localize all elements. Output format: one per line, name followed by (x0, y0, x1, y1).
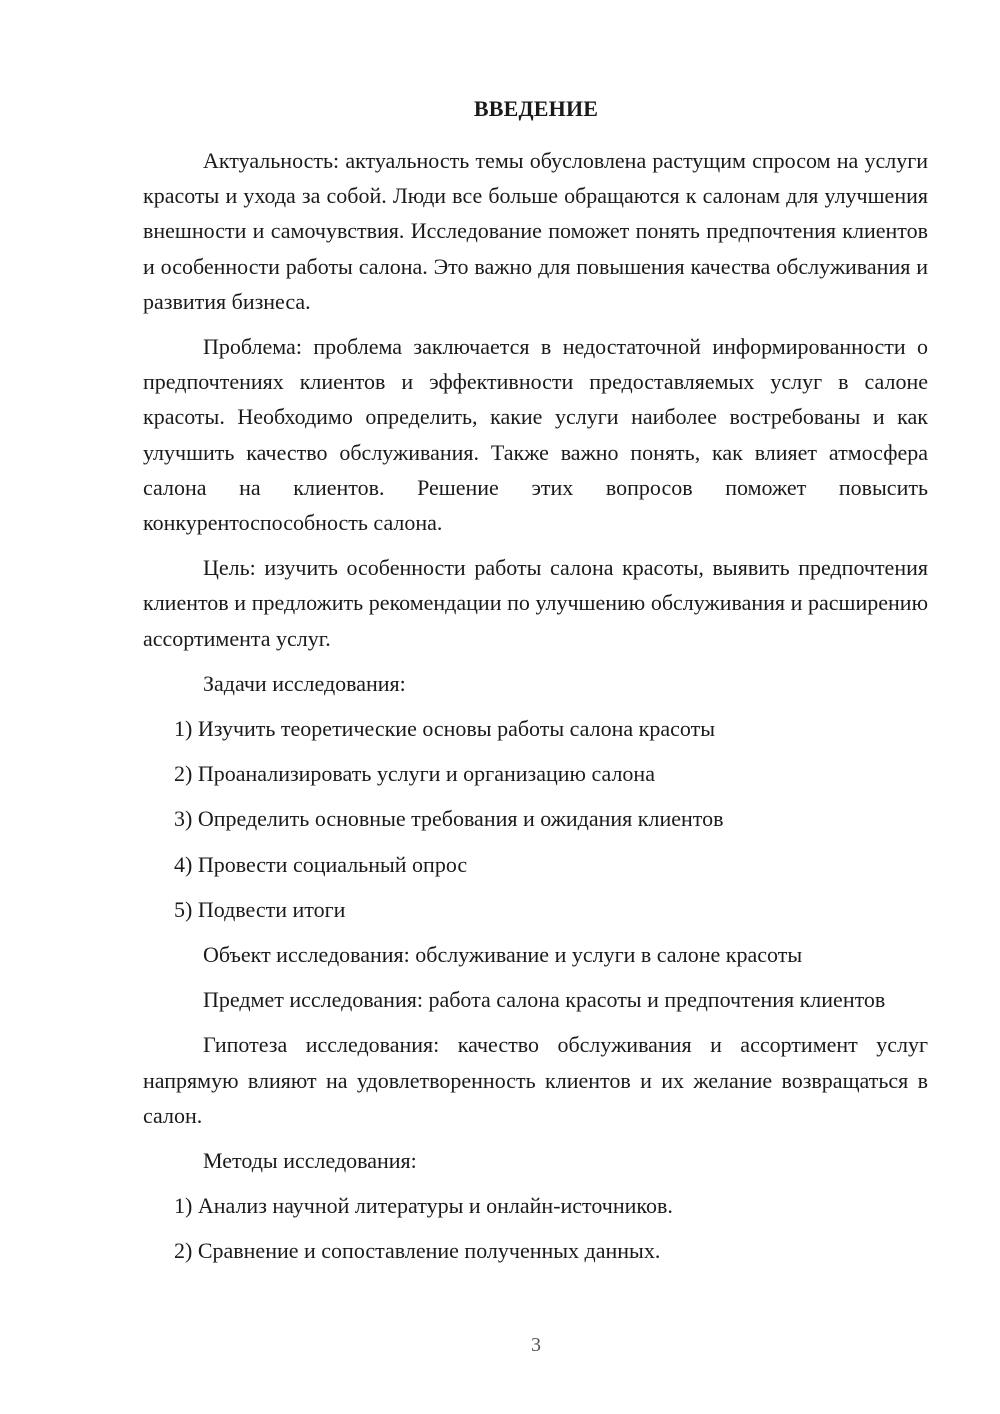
list-item: 3) Определить основные требования и ожидания клиентов (174, 806, 724, 832)
subject-paragraph: Предмет исследования: работа салона красоты и предпочтения клиентов (203, 987, 886, 1013)
goal-paragraph: Цель: изучить особенности работы салона красоты, выявить предпочтения клиентов и предложить рекомендации по улучшению обслуживания и расширению ассортимента услуг. (143, 555, 928, 651)
list-item: 1) Изучить теоретические основы работы салона красоты (174, 716, 715, 742)
list-item: 1) Анализ научной литературы и онлайн-источников. (174, 1193, 673, 1219)
list-item: 2) Сравнение и сопоставление полученных данных. (174, 1238, 661, 1264)
list-item: 4) Провести социальный опрос (174, 851, 468, 877)
relevance-paragraph: Актуальность: актуальность темы обусловлена растущим спросом на услуги красоты и ухода за собой. Люди все больше обращаются к салонам для улучшения внешности и самочувствия. Исследование поможет понять предпочтения клиентов и особенности работы салона. Это важно для повышения качества обслуживания и развития бизнеса. (143, 148, 928, 314)
methods-list (143, 1188, 928, 1268)
hypothesis-paragraph: Гипотеза исследования: качество обслуживания и ассортимент услуг напрямую влияют на удовлетворенность клиентов и их желание возвращаться в салон. (143, 1032, 928, 1128)
list-item: 5) Подвести итоги (174, 896, 346, 922)
tasks-list (143, 711, 928, 927)
problem-paragraph: Проблема: проблема заключается в недостаточной информированности о предпочтениях клиентов и эффективности предоставляемых услуг в салоне красоты. Необходимо определить, какие услуги наиболее востребованы и как улучшить качество обслуживания. Также важно понять, как влияет атмосфера салона на клиентов. Решение этих вопросов поможет повысить конкурентоспособность салона. (143, 334, 928, 536)
methods-heading: Методы исследования: (203, 1148, 417, 1174)
object-paragraph: Объект исследования: обслуживание и услуги в салоне красоты (203, 942, 803, 968)
page-title: ВВЕДЕНИЕ (473, 96, 599, 121)
page-number: 3 (531, 1334, 541, 1356)
document-body (143, 143, 928, 1279)
list-item: 2) Проанализировать услуги и организацию салона (174, 761, 655, 787)
tasks-heading: Задачи исследования: (203, 670, 406, 696)
